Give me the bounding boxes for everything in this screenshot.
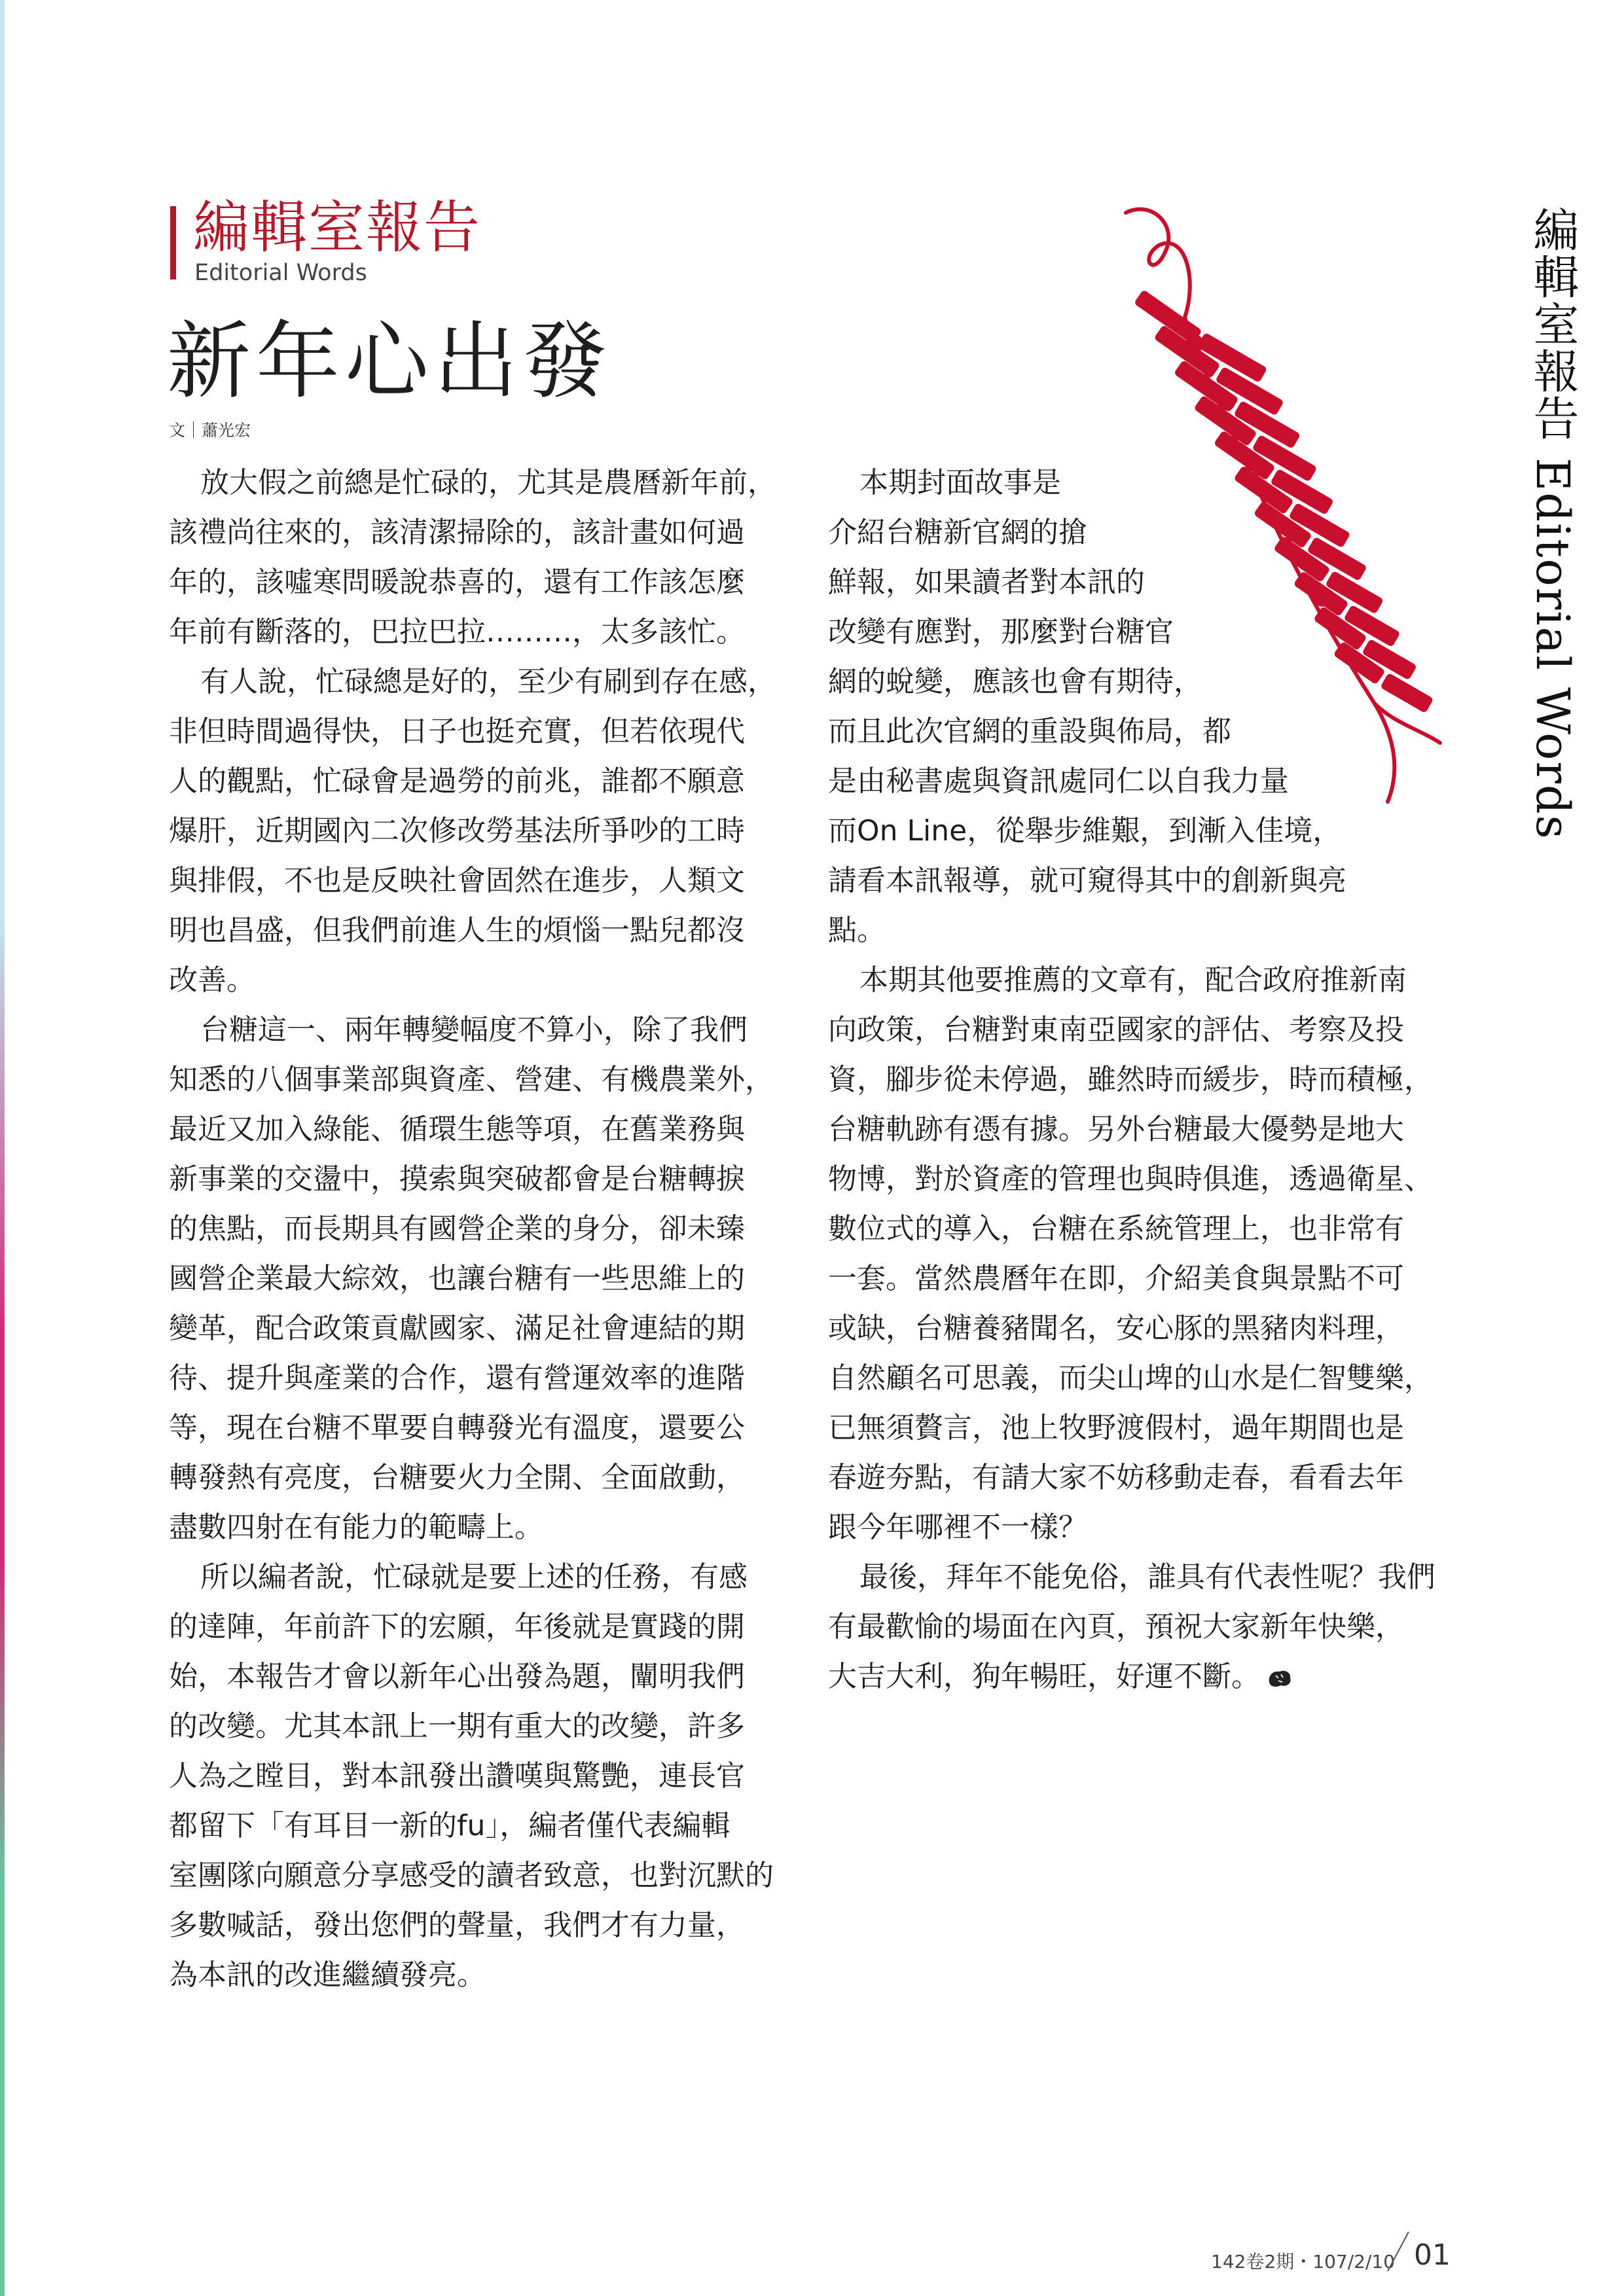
page-number: 01 (1414, 2238, 1451, 2272)
article-line: 的達陣，年前許下的宏願，年後就是實踐的開 (169, 1610, 745, 1643)
article-line: 改善。 (169, 963, 255, 997)
article-line: 本期其他要推薦的文章有，配合政府推新南 (859, 963, 1407, 997)
article-line: 介紹台糖新官網的搶 (828, 516, 1087, 549)
firecracker-illustration-icon (1113, 206, 1479, 815)
article-line: 一套。當然農曆年在即，介紹美食與景點不可 (828, 1262, 1404, 1295)
article-last-line (828, 1652, 1456, 1702)
article-line: 始，本報告才會以新年心出發為題，闡明我們 (169, 1660, 745, 1693)
article-line: 大吉大利，狗年暢旺，好運不斷。 (828, 1660, 1260, 1693)
section-title-zh-light: 報告 (366, 195, 481, 260)
article-line: 本期封面故事是 (859, 466, 1061, 499)
article-left-column (169, 458, 791, 2000)
end-mark-icon (1267, 1668, 1293, 1689)
section-title-zh (193, 195, 481, 260)
article-line: 明也昌盛，但我們前進人生的煩惱一點兒都沒 (169, 914, 745, 947)
article-line: 人為之瞠目，對本訊發出讚嘆與驚艷，連長官 (169, 1759, 745, 1793)
article-line: 所以編者說，忙碌就是要上述的任務，有感 (200, 1560, 748, 1594)
section-accent-bar (170, 206, 176, 279)
article-line: 都留下「有耳目一新的fu」，編者僅代表編輯 (169, 1809, 731, 1842)
article-line: 待、提升與產業的合作，還有營運效率的進階 (169, 1361, 745, 1395)
article-line: 的焦點，而長期具有國營企業的身分，卻未臻 (169, 1212, 745, 1246)
article-line: 為本訊的改進繼續發亮。 (169, 1958, 486, 1992)
article-title: 新年心出發 (167, 313, 613, 410)
section-title-zh-bold: 編輯室 (193, 195, 366, 260)
article-line: 轉發熱有亮度，台糖要火力全開、全面啟動， (169, 1461, 745, 1494)
side-vertical-title: 編輯室報告 Editorial Words (1526, 206, 1579, 840)
article-line: 等，現在台糖不單要自轉發光有溫度，還要公 (169, 1411, 745, 1444)
article-line: 人的觀點，忙碌會是過勞的前兆，誰都不願意 (169, 764, 745, 798)
article-line: 與排假，不也是反映社會固然在進步，人類文 (169, 864, 745, 897)
article-line: 盡數四射在有能力的範疇上。 (169, 1511, 543, 1544)
article-line: 放大假之前總是忙碌的，尤其是農曆新年前， (200, 466, 776, 499)
article-line: 最近又加入綠能、循環生態等項，在舊業務與 (169, 1113, 745, 1146)
article-line: 國營企業最大綜效，也讓台糖有一些思維上的 (169, 1262, 745, 1295)
article-line: 變革，配合政策貢獻國家、滿足社會連結的期 (169, 1312, 745, 1345)
article-line: 是由秘書處與資訊處同仁以自我力量 (828, 764, 1289, 798)
article-line: 向政策，台糖對東南亞國家的評估、考察及投 (828, 1013, 1404, 1047)
article-line: 新事業的交盪中，摸索與突破都會是台糖轉捩 (169, 1162, 745, 1196)
article-line: 跟今年哪裡不一樣？ (828, 1511, 1087, 1544)
article-line: 該禮尚往來的，該清潔掃除的，該計畫如何過 (169, 516, 745, 549)
article-line: 多數喊話，發出您們的聲量，我們才有力量， (169, 1909, 745, 1942)
article-line: 有最歡愉的場面在內頁，預祝大家新年快樂， (828, 1610, 1404, 1643)
article-line: 爆肝，近期國內二次修改勞基法所爭吵的工時 (169, 814, 745, 848)
article-byline: 文｜蕭光宏 (169, 421, 251, 440)
article-line: 數位式的導入，台糖在系統管理上，也非常有 (828, 1212, 1404, 1246)
firecracker-rows (1134, 289, 1434, 713)
section-title-en: Editorial Words (194, 260, 367, 286)
article-line: 自然顧名可思義，而尖山埤的山水是仁智雙樂， (828, 1361, 1433, 1395)
article-line: 非但時間過得快，日子也挺充實，但若依現代 (169, 715, 745, 748)
article-line: 台糖這一、兩年轉變幅度不算小，除了我們 (200, 1013, 748, 1047)
article-line: 年的，該噓寒問暖說恭喜的，還有工作該怎麼 (169, 565, 745, 599)
footer-divider-icon (1386, 2231, 1410, 2272)
article-line: 室團隊向願意分享感受的讀者致意，也對沉默的 (169, 1859, 774, 1892)
article-line: 的改變。尤其本訊上一期有重大的改變，許多 (169, 1710, 745, 1743)
article-line: 知悉的八個事業部與資產、營建、有機農業外， (169, 1063, 774, 1096)
article-line: 網的蛻變，應該也會有期待， (828, 665, 1202, 698)
footer-issue: 142卷2期・107/2/10 (1211, 2251, 1396, 2272)
article-line: 改變有應對，那麼對台糖官 (828, 615, 1174, 649)
article-line: 已無須贅言，池上牧野渡假村，過年期間也是 (828, 1411, 1404, 1444)
article-line: 春遊夯點，有請大家不妨移動走春，看看去年 (828, 1461, 1404, 1494)
article-line: 物博，對於資產的管理也與時俱進，透過衛星、 (828, 1162, 1433, 1196)
article-line: 請看本訊報導，就可窺得其中的創新與亮 (828, 864, 1346, 897)
article-line: 資，腳步從未停過，雖然時而緩步，時而積極， (828, 1063, 1433, 1096)
article-line: 年前有斷落的，巴拉巴拉………，太多該忙。 (169, 615, 745, 649)
article-line: 點。 (828, 914, 886, 947)
article-line: 台糖軌跡有憑有據。另外台糖最大優勢是地大 (828, 1113, 1404, 1146)
article-line: 有人說，忙碌總是好的，至少有刷到存在感， (200, 665, 776, 698)
article-line: 而且此次官網的重設與佈局，都 (828, 715, 1231, 748)
article-line: 而On Line，從舉步維艱，到漸入佳境， (828, 814, 1342, 848)
article-line: 鮮報，如果讀者對本訊的 (828, 565, 1145, 599)
article-line: 最後，拜年不能免俗，誰具有代表性呢？我們 (859, 1560, 1435, 1594)
article-line: 或缺，台糖養豬聞名，安心豚的黑豬肉料理， (828, 1312, 1404, 1345)
page-edge-color-strip (0, 0, 5, 2296)
